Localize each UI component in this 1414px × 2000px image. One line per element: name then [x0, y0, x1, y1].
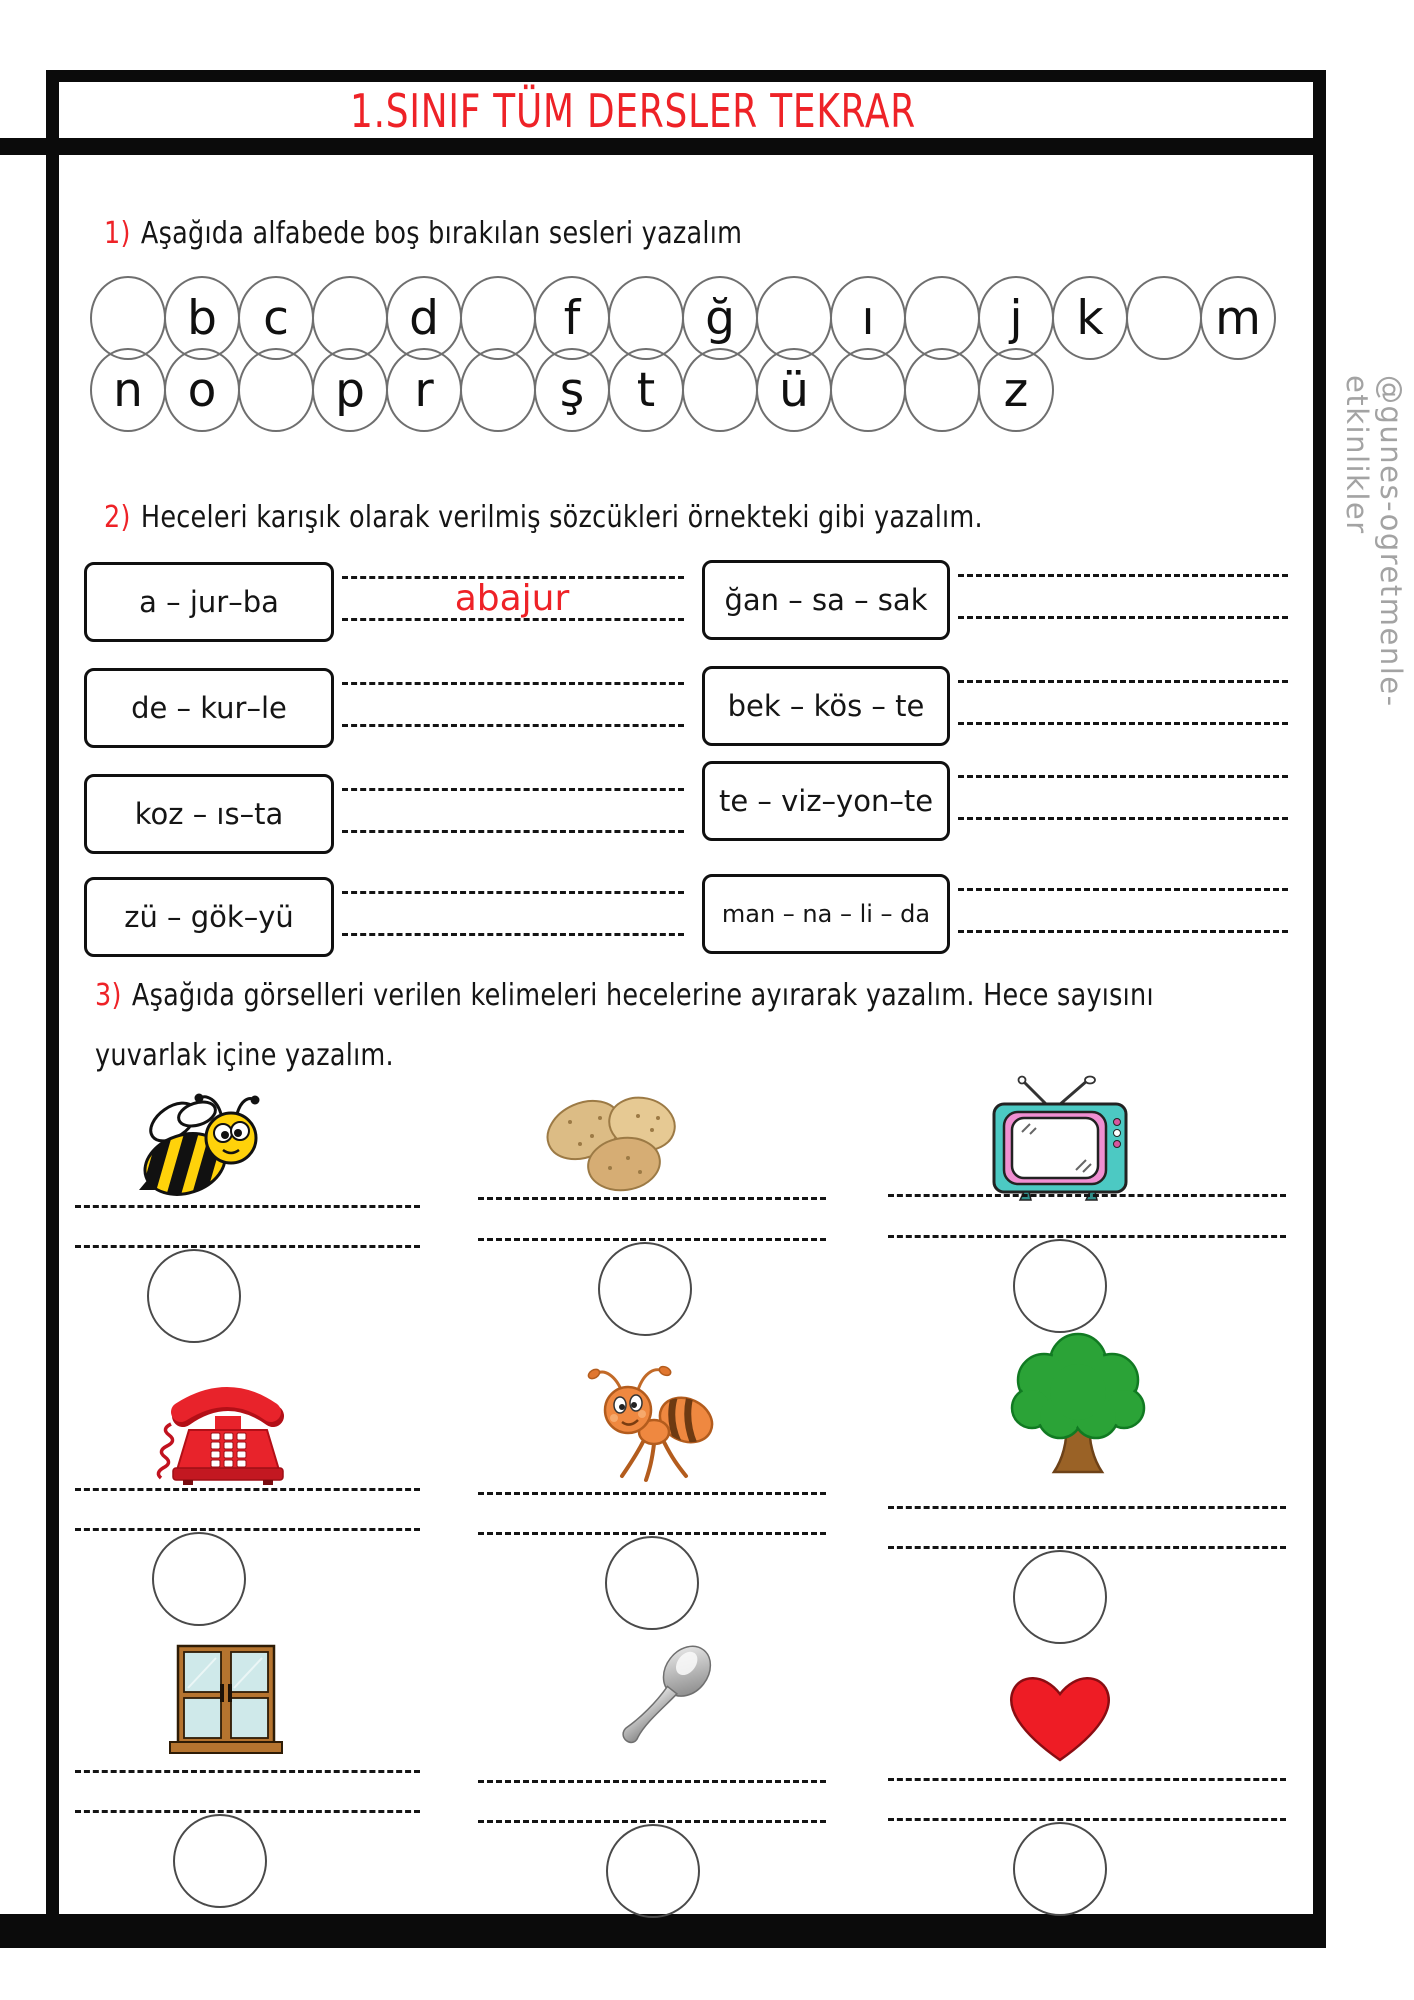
syllable-box-bekkoste: bek – kös – te	[702, 666, 950, 746]
answer-line[interactable]	[958, 616, 1288, 619]
alphabet-slot-k: k	[1052, 276, 1128, 360]
q2-number: 2)	[104, 500, 131, 535]
telephone-image	[145, 1374, 297, 1488]
tree-image	[1002, 1330, 1154, 1478]
alphabet-slot-t: t	[608, 348, 684, 432]
syllable-count-circle[interactable]	[1013, 1239, 1107, 1333]
syllable-answer-line[interactable]	[888, 1235, 1286, 1238]
syllable-answer-line[interactable]	[888, 1506, 1286, 1509]
syllable-box-kozista: koz – ıs–ta	[84, 774, 334, 854]
alphabet-row-2	[90, 348, 1052, 432]
alphabet-slot-r: r	[386, 348, 462, 432]
syllable-answer-line[interactable]	[478, 1780, 826, 1783]
alphabet-slot-udiaer: ü	[756, 348, 832, 432]
syllable-box-tevizyonte: te – viz–yon–te	[702, 761, 950, 841]
alphabet-slot-j: j	[978, 276, 1054, 360]
answer-line[interactable]	[958, 775, 1288, 778]
syllable-box-dekurle: de – kur–le	[84, 668, 334, 748]
syllable-answer-line[interactable]	[888, 1194, 1286, 1197]
answer-line[interactable]	[342, 891, 684, 894]
syllable-count-circle[interactable]	[598, 1242, 692, 1336]
spoon-image	[600, 1634, 732, 1762]
alphabet-slot-y-empty[interactable]	[904, 348, 980, 432]
q2-prompt-text: Heceleri karışık olarak verilmiş sözcükleri örnekteki gibi yazalım.	[140, 500, 983, 535]
q3-prompt-line1	[95, 978, 1154, 1013]
syllable-answer-line[interactable]	[75, 1245, 420, 1248]
answer-line[interactable]	[958, 574, 1288, 577]
syllable-answer-line[interactable]	[75, 1810, 420, 1813]
answer-line[interactable]	[342, 830, 684, 833]
q3-prompt-text1: Aşağıda görselleri verilen kelimeleri hecelerine ayırarak yazalım. Hece sayısını	[131, 978, 1154, 1013]
syllable-count-circle[interactable]	[605, 1536, 699, 1630]
answer-line[interactable]	[342, 682, 684, 685]
watermark-credit: @gunes-ogretmenle-etkinlikler	[1340, 375, 1408, 708]
alphabet-slot-z: z	[978, 348, 1054, 432]
alphabet-slot-gbreve: ğ	[682, 276, 758, 360]
q3-prompt-line2	[95, 1038, 394, 1073]
alphabet-slot-l-empty[interactable]	[1126, 276, 1202, 360]
q1-number: 1)	[104, 216, 131, 251]
syllable-answer-line[interactable]	[888, 1546, 1286, 1549]
syllable-box-zugokyu: zü – gök–yü	[84, 877, 334, 957]
q3-prompt-text2: yuvarlak içine yazalım.	[95, 1038, 394, 1073]
answer-line[interactable]	[958, 817, 1288, 820]
q1-prompt	[104, 216, 742, 251]
alphabet-slot-dotless-i: ı	[830, 276, 906, 360]
alphabet-slot-o: o	[164, 348, 240, 432]
answer-line[interactable]	[342, 788, 684, 791]
syllable-answer-line[interactable]	[75, 1488, 420, 1491]
alphabet-slot-d: d	[386, 276, 462, 360]
alphabet-slot-u-empty[interactable]	[682, 348, 758, 432]
heart-image	[998, 1666, 1122, 1770]
potatoes-image	[540, 1088, 690, 1198]
syllable-answer-line[interactable]	[478, 1197, 826, 1200]
alphabet-slot-p: p	[312, 348, 388, 432]
q3-number: 3)	[95, 978, 122, 1013]
ant-image	[564, 1360, 718, 1488]
page-title: 1.SINIF TÜM DERSLER TEKRAR	[350, 84, 916, 138]
syllable-answer-line[interactable]	[75, 1528, 420, 1531]
frame-left	[46, 70, 59, 1948]
syllable-count-circle[interactable]	[1013, 1822, 1107, 1916]
syllable-box-gansasak: ğan – sa – sak	[702, 560, 950, 640]
answer-line[interactable]	[958, 680, 1288, 683]
q1-prompt-text: Aşağıda alfabede boş bırakılan sesleri yazalım	[140, 216, 743, 251]
frame-right	[1313, 70, 1326, 1948]
window-image	[168, 1642, 284, 1758]
syllable-count-circle[interactable]	[1013, 1550, 1107, 1644]
answer-line[interactable]	[342, 933, 684, 936]
answer-line[interactable]	[958, 888, 1288, 891]
syllable-answer-line[interactable]	[478, 1492, 826, 1495]
syllable-count-circle[interactable]	[606, 1824, 700, 1918]
answer-line[interactable]	[958, 722, 1288, 725]
alphabet-slot-f: f	[534, 276, 610, 360]
frame-top	[46, 70, 1326, 82]
syllable-answer-line[interactable]	[75, 1205, 420, 1208]
syllable-answer-line[interactable]	[478, 1238, 826, 1241]
answer-line[interactable]	[342, 724, 684, 727]
syllable-answer-line[interactable]	[888, 1778, 1286, 1781]
syllable-answer-line[interactable]	[75, 1770, 420, 1773]
syllable-answer-line[interactable]	[478, 1532, 826, 1535]
syllable-count-circle[interactable]	[152, 1532, 246, 1626]
alphabet-slot-c: c	[238, 276, 314, 360]
title-divider-bar	[0, 138, 1326, 155]
syllable-count-circle[interactable]	[173, 1814, 267, 1908]
alphabet-slot-scedil: ş	[534, 348, 610, 432]
alphabet-slot-v-empty[interactable]	[830, 348, 906, 432]
alphabet-slot-m: m	[1200, 276, 1276, 360]
television-image	[978, 1074, 1138, 1202]
alphabet-slot-odiaer-empty[interactable]	[238, 348, 314, 432]
bee-image	[137, 1086, 273, 1202]
alphabet-slot-s-empty[interactable]	[460, 348, 536, 432]
q2-prompt	[104, 500, 983, 535]
syllable-answer-line[interactable]	[888, 1818, 1286, 1821]
syllable-count-circle[interactable]	[147, 1249, 241, 1343]
frame-bottom	[0, 1914, 1326, 1948]
answer-line[interactable]	[958, 930, 1288, 933]
syllable-box-mannalida: man – na – li – da	[702, 874, 950, 954]
alphabet-slot-n: n	[90, 348, 166, 432]
syllable-answer-line[interactable]	[478, 1820, 826, 1823]
alphabet-slot-b: b	[164, 276, 240, 360]
example-answer: abajur	[454, 578, 570, 619]
syllable-box-abajur: a – jur–ba	[84, 562, 334, 642]
